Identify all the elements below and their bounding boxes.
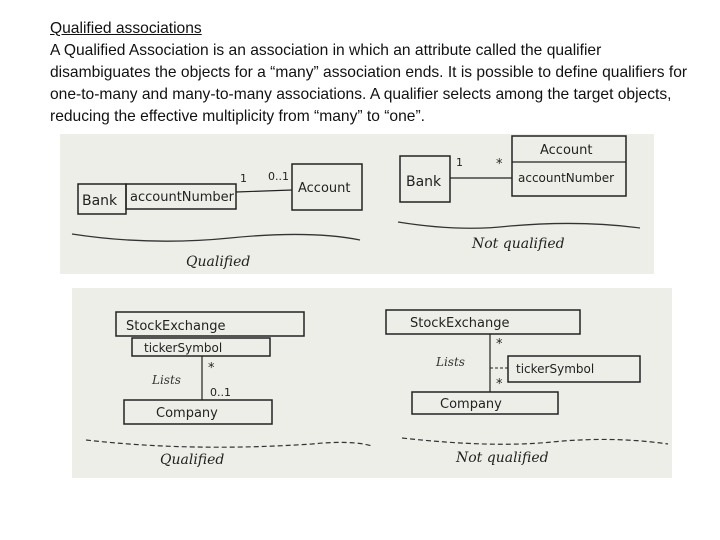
multiplicity-target: 0..1 <box>210 386 231 399</box>
brace <box>402 438 668 444</box>
slide-text-block <box>50 18 690 128</box>
company-class-label: Company <box>156 406 218 421</box>
scan-figure-top <box>60 134 654 274</box>
diagram-top <box>60 134 654 274</box>
qualifier-label: tickerSymbol <box>144 341 223 355</box>
multiplicity-source: * <box>496 337 503 352</box>
bank-class-label: Bank <box>82 193 118 209</box>
caption-qualified-top: Qualified <box>186 254 251 270</box>
association-name: Lists <box>152 373 181 387</box>
association-line <box>236 190 292 192</box>
slide-title: Qualified associations <box>50 20 202 37</box>
bank-class-label: Bank <box>406 174 442 190</box>
qualifier-label: accountNumber <box>130 190 235 205</box>
brace <box>398 222 640 228</box>
account-class-label: Account <box>540 143 593 158</box>
diagram-bottom-right <box>386 310 668 466</box>
diagram-top-right <box>398 136 640 252</box>
multiplicity-source: * <box>208 361 215 376</box>
association-name: Lists <box>436 355 465 369</box>
brace <box>86 440 372 447</box>
caption-not-qualified-top: Not qualified <box>472 236 565 252</box>
link-attribute-label: tickerSymbol <box>516 362 595 376</box>
multiplicity-target: * <box>496 377 503 392</box>
scan-figure-bottom <box>72 288 672 478</box>
caption-not-qualified-bottom: Not qualified <box>456 450 549 466</box>
diagram-bottom <box>72 288 672 478</box>
multiplicity-target: * <box>496 157 503 172</box>
slide-body: A Qualified Association is an association in which an attribute called the qualifier disambiguates the objects for a “many” association ends. It is possible to define qualifiers for one-to-many and many-to-many associations. A qualifier selects among the target objects, reducing the effective multiplicity from “many” to “one”. <box>50 42 688 125</box>
caption-qualified-bottom: Qualified <box>160 452 225 468</box>
diagram-top-left <box>72 164 362 270</box>
brace <box>72 234 360 241</box>
account-attribute: accountNumber <box>518 171 615 185</box>
multiplicity-source: 1 <box>456 156 463 169</box>
stock-exchange-class-label: StockExchange <box>410 316 510 331</box>
account-class-label: Account <box>298 181 351 196</box>
stock-exchange-class-label: StockExchange <box>126 319 226 334</box>
multiplicity-target: 0..1 <box>268 170 289 183</box>
multiplicity-source: 1 <box>240 172 247 185</box>
company-class-label: Company <box>440 397 502 412</box>
diagram-bottom-left <box>86 312 372 468</box>
